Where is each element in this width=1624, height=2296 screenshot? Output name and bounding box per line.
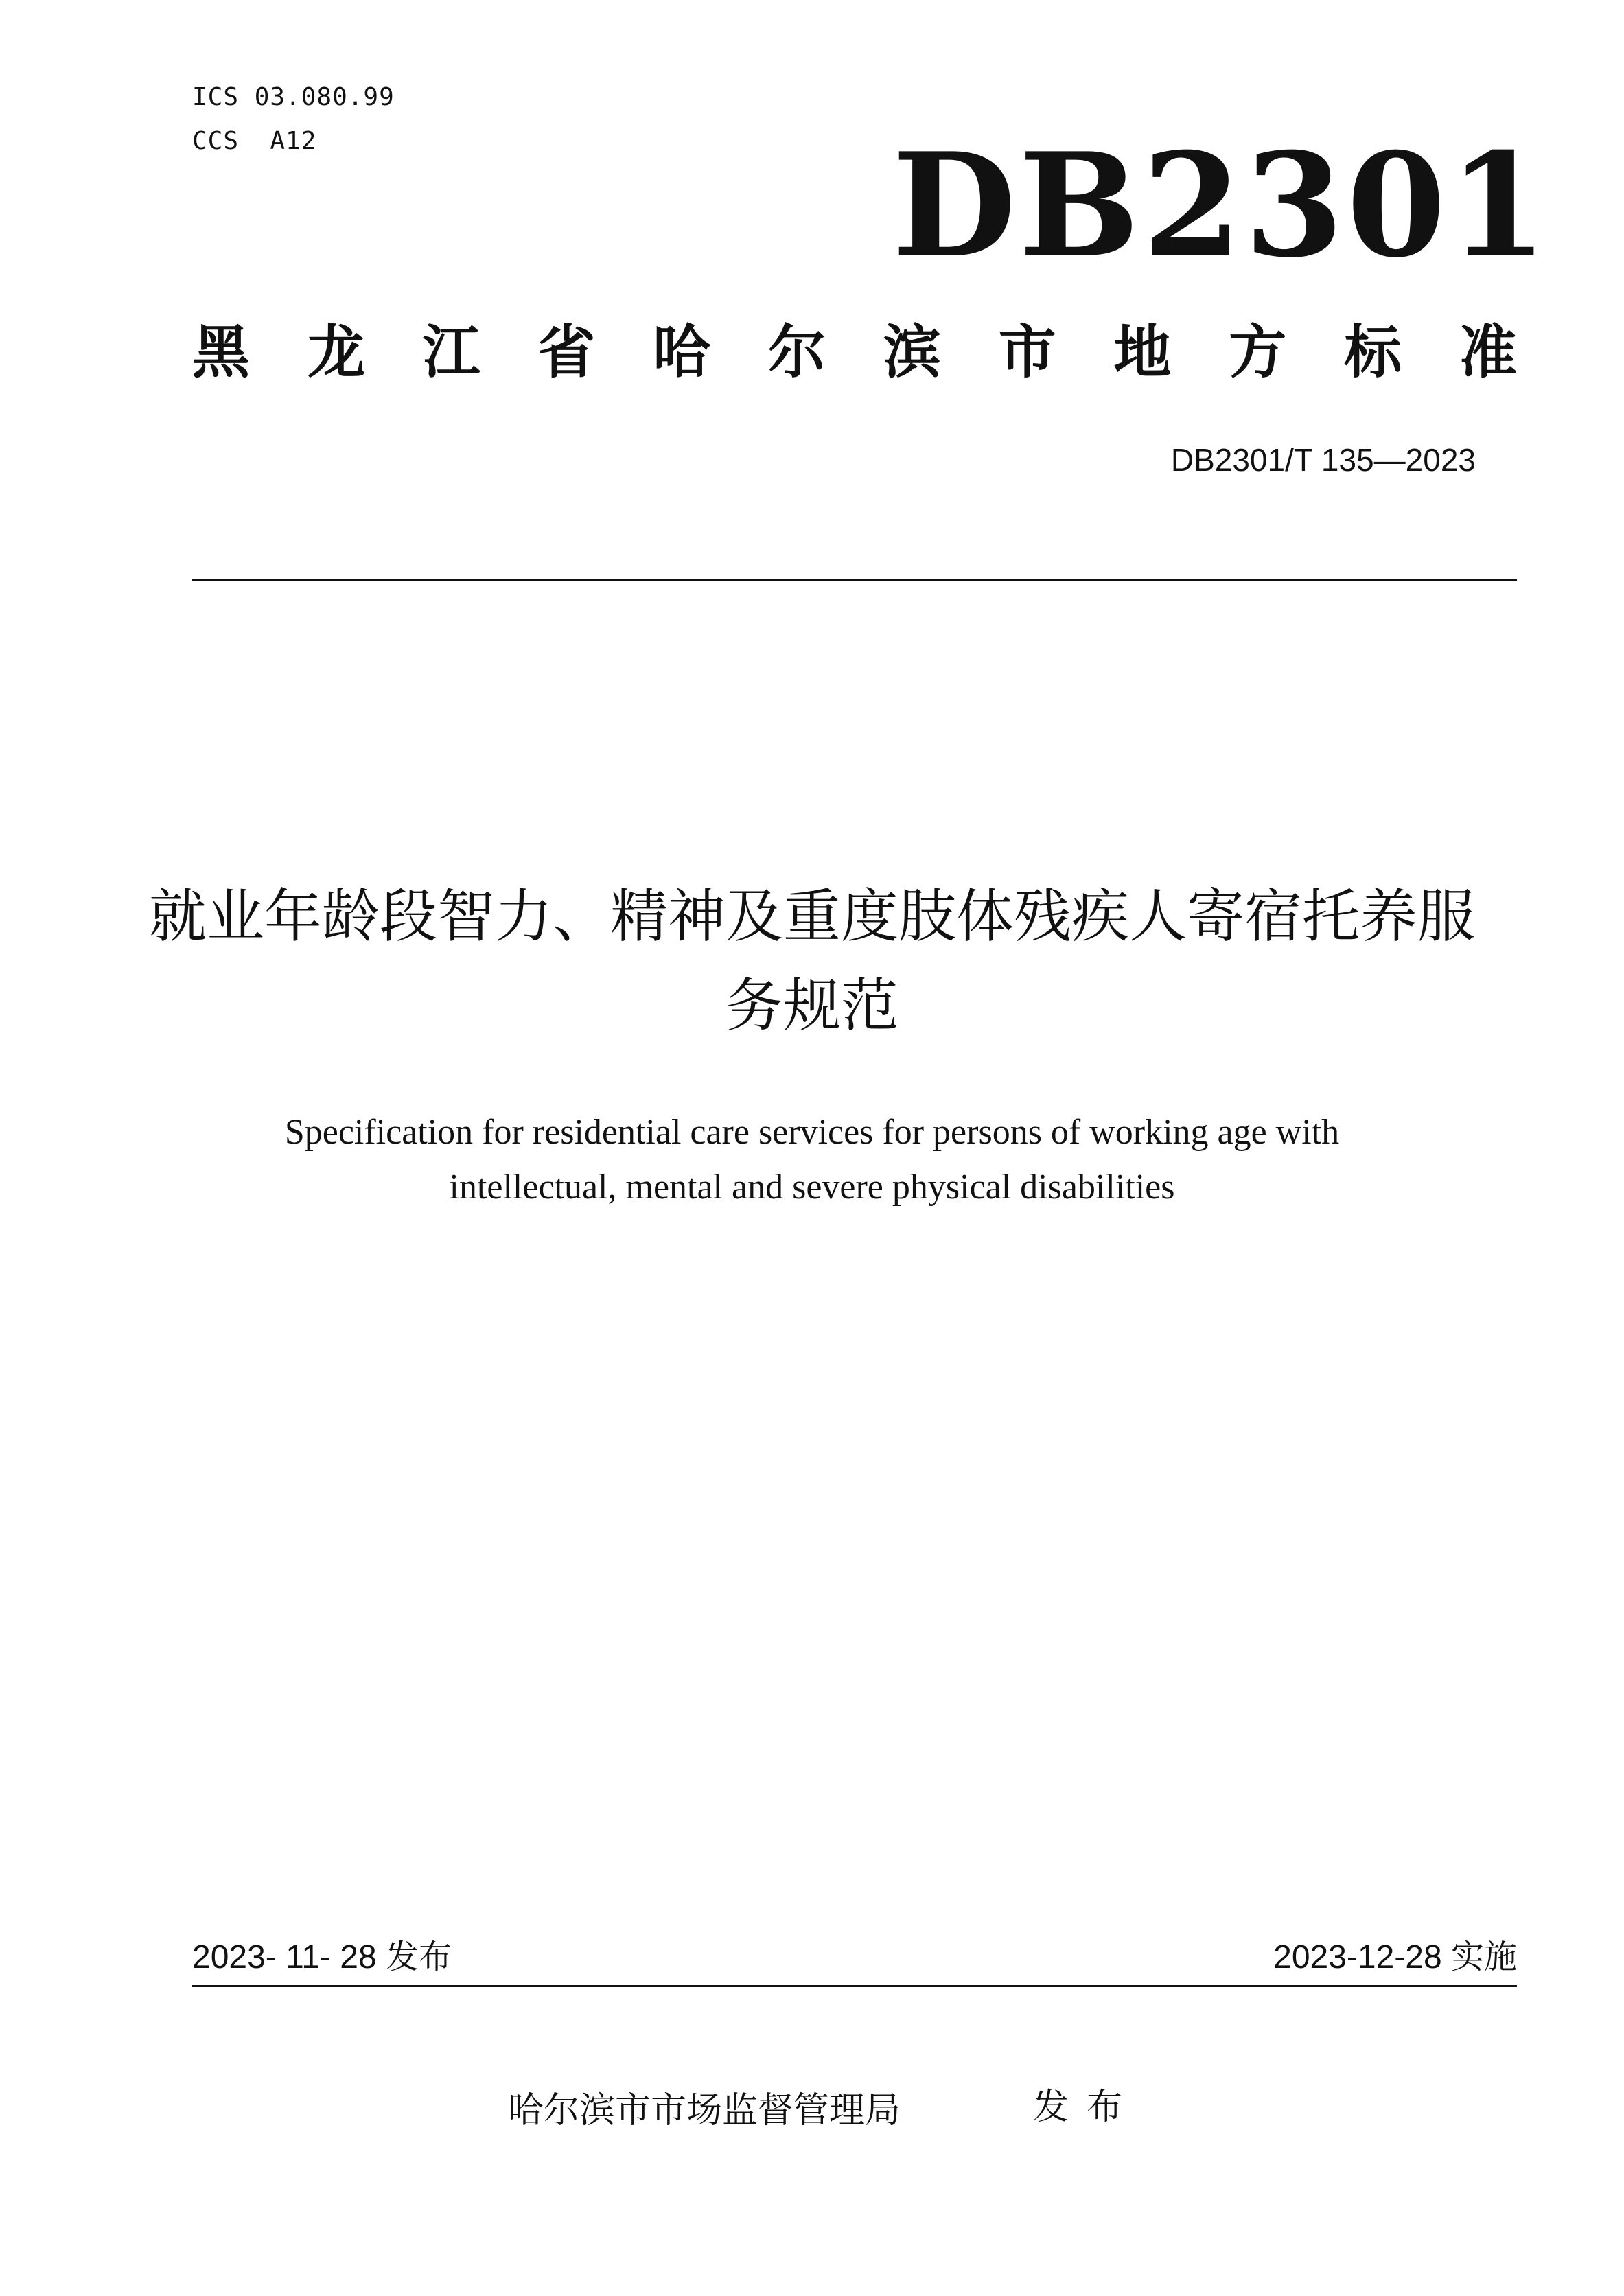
title-char: 方 [1229, 318, 1287, 386]
title-char: 标 [1344, 318, 1402, 386]
title-char: 滨 [883, 318, 941, 386]
top-divider [192, 579, 1517, 581]
title-char: 龙 [307, 318, 365, 386]
title-char: 地 [1113, 318, 1172, 386]
title-char: 江 [422, 318, 480, 386]
english-title-line: Specification for residential care services for persons of working age with [284, 1113, 1340, 1152]
issue-label: 发布 [1033, 2087, 1141, 2128]
title-char: 黑 [192, 318, 251, 386]
english-title [137, 1105, 1487, 1215]
bottom-divider [192, 1985, 1517, 1987]
title-char: 哈 [653, 318, 711, 386]
publish-date: 2023- 11- 28 发布 [192, 1939, 452, 1975]
issuing-authority: 哈尔滨市市场监督管理局 [508, 2090, 901, 2131]
standard-code-logo: DB2301 [892, 122, 1551, 290]
title-char: 省 [537, 318, 596, 386]
title-char: 尔 [768, 318, 826, 386]
english-title-line: intellectual, mental and severe physical disabilities [449, 1168, 1175, 1207]
ccs-code: CCS A12 [192, 127, 317, 155]
standard-number: DB2301/T 135—2023 [1170, 442, 1476, 478]
title-char: 市 [998, 318, 1056, 386]
standard-category-title [192, 314, 1517, 390]
ics-code: ICS 03.080.99 [192, 83, 395, 111]
chinese-title: 就业年龄段智力、精神及重度肢体残疾人寄宿托养服务规范 [148, 883, 1475, 1039]
title-char: 准 [1459, 318, 1517, 386]
implement-date: 2023-12-28 实施 [1273, 1939, 1517, 1975]
